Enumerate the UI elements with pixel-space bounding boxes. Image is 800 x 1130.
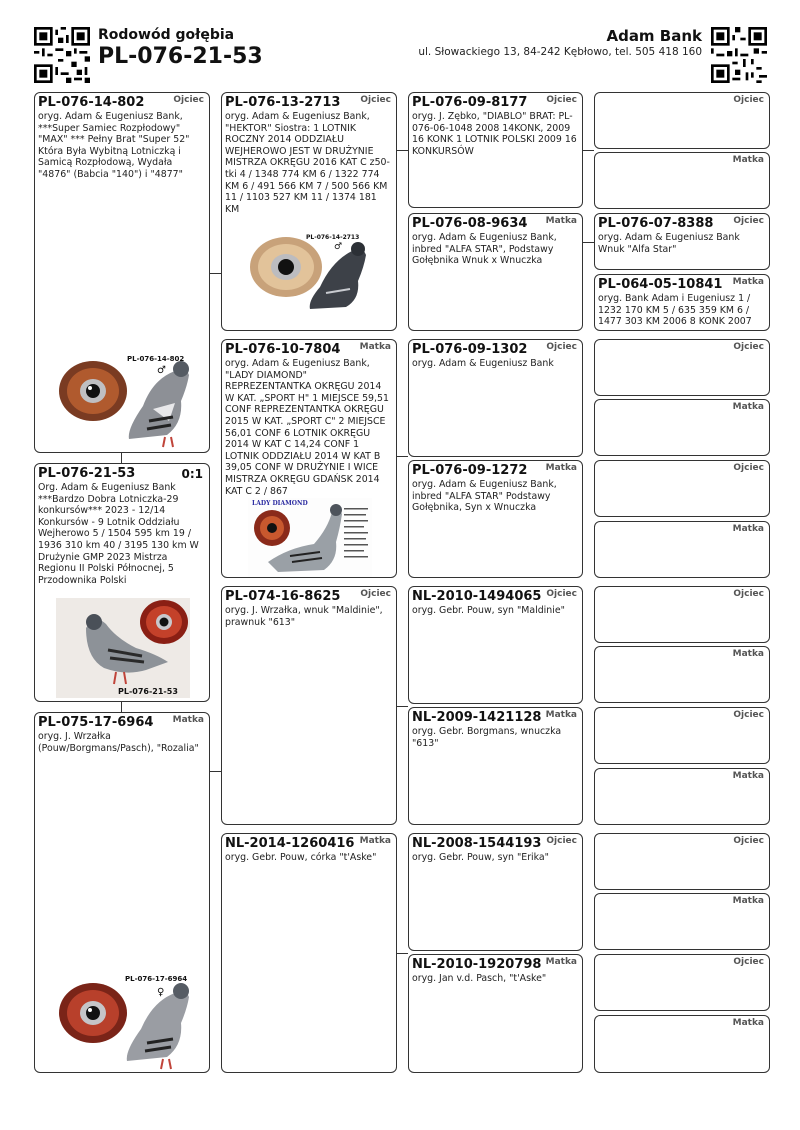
svg-text:♂: ♂ [157,365,166,376]
ring-number: PL-074-16-8625 [225,589,341,604]
connector-line [583,150,594,151]
connector-line [397,150,408,151]
ring-number: PL-076-09-1272 [412,463,528,478]
pigeon-photo [248,498,372,578]
description: oryg. Bank Adam i Eugeniusz 1 / 1232 170 KM 5 / 635 359 KM 6 / 1477 303 KM 2006 8 KONK 2007 [598,293,752,328]
role-label: Matka [732,524,764,534]
ring-number: PL-076-08-9634 [412,216,528,231]
grandparent-card[interactable] [221,339,397,578]
svg-text:♀: ♀ [157,987,165,998]
ancestor-card[interactable] [594,460,770,517]
great-grandparent-card[interactable] [408,707,583,825]
role-label: Matka [732,896,764,906]
role-label: Matka [172,715,204,725]
ancestor-card[interactable] [594,768,770,825]
description: oryg. Adam & Eugeniusz Bank, "LADY DIAMOND" REPREZENTANTKA OKRĘGU 2014 W KAT. „SPORT H" 1 MIEJSCE 59,51 CONF REPREZENTANTKA OKRĘGU 2015 W KAT. „SPORT C" 2 MIEJSCE 56,01 CONF 6 LOTNIK OKRĘGU 2014 W KAT C 14,24 CONF 1 LOTNIK ODDZIAŁU 2014 W KAT B 39,05 CONF W DRUŻYNIE I WICE MISTRZA OKRĘGU GDAŃSK 2014 KAT C 2 / 867 [225,358,389,497]
role-label: Ojciec [733,589,764,599]
role-label: Ojciec [733,216,764,226]
role-label: Matka [359,342,391,352]
description: oryg. Adam & Eugeniusz Bank, inbred "ALFA STAR" Podstawy Gołębnika, Syn x Wnuczka [412,479,557,514]
great-grandparent-card[interactable] [408,586,583,704]
owner-name: Adam Bank [606,27,702,45]
role-label: Ojciec [733,836,764,846]
connector-line [397,953,408,954]
ancestor-card[interactable] [594,521,770,578]
description: Org. Adam & Eugeniusz Bank ***Bardzo Dobra Lotniczka-29 konkursów*** 2023 - 12/14 Konkursów - 9 Lotnik Oddziału Wejherowo 5 / 1504 595 km 19 / 1936 310 km 40 / 3195 130 km W Drużynie GMP 2023 Mistrza Regionu II Polski Północnej, 5 Przodownika Polski [38,482,199,586]
ring-number: NL-2010-1494065 [412,589,542,604]
role-label: Ojciec [546,95,577,105]
ancestor-card[interactable] [594,399,770,456]
ring-number: PL-076-07-8388 [598,216,714,231]
pigeon-photo [56,598,190,698]
mother-card[interactable] [34,712,210,1073]
description: oryg. J. Wrzałka, wnuk "Maldinie", prawnuk "613" [225,605,383,628]
svg-text:PL-076-17-6964: PL-076-17-6964 [125,975,188,983]
role-label: Ojciec [733,95,764,105]
description: oryg. J. Wrzałka (Pouw/Borgmans/Pasch), "Rozalia" [38,731,199,754]
role-label: Ojciec [546,836,577,846]
role-label: Ojciec [360,95,391,105]
description: oryg. Adam & Eugeniusz Bank, inbred "ALFA STAR", Podstawy Gołębnika Wnuk x Wnuczka [412,232,557,267]
ring-number: PL-076-09-8177 [412,95,528,110]
score-label: 0:1 [181,467,203,481]
description: oryg. Gebr. Pouw, syn "Maldinie" [412,605,565,616]
role-label: Ojciec [733,710,764,720]
document-subtitle: Rodowód gołębia [98,27,235,43]
role-label: Ojciec [733,957,764,967]
great-grandparent-card[interactable] [408,460,583,578]
qr-code-right [711,27,767,83]
role-label: Matka [732,649,764,659]
role-label: Matka [359,836,391,846]
ring-number: PL-076-13-2713 [225,95,341,110]
ancestor-card[interactable] [594,833,770,890]
svg-text:♂: ♂ [334,242,343,252]
grandparent-card[interactable] [221,586,397,825]
qr-code-left [34,27,90,83]
role-label: Ojciec [546,342,577,352]
great-grandparent-card[interactable] [408,213,583,331]
ancestor-card[interactable] [594,1015,770,1073]
role-label: Ojciec [733,463,764,473]
father-card[interactable] [34,92,210,453]
role-label: Matka [732,771,764,781]
role-label: Matka [732,277,764,287]
connector-line [583,242,594,243]
svg-text:PL-076-14-802: PL-076-14-802 [127,355,185,363]
role-label: Matka [545,710,577,720]
ring-number: NL-2008-1544193 [412,836,542,851]
pigeon-photo [248,231,372,311]
role-label: Matka [545,216,577,226]
ancestor-card[interactable] [594,213,770,270]
role-label: Matka [732,402,764,412]
role-label: Matka [545,957,577,967]
role-label: Ojciec [360,589,391,599]
pigeon-photo [57,971,197,1071]
role-label: Matka [732,1018,764,1028]
ancestor-card[interactable] [594,893,770,950]
connector-line [397,706,408,707]
description: oryg. J. Zębko, "DIABLO" BRAT: PL-076-06-1048 2008 14KONK, 2009 16 KONK 1 LOTNIK POLSKI 2009 16 KONKURSÓW [412,111,577,157]
owner-address: ul. Słowackiego 13, 84-242 Kębłowo, tel. 505 418 160 [418,46,702,58]
description: oryg. Gebr. Borgmans, wnuczka "613" [412,726,562,749]
great-grandparent-card[interactable] [408,92,583,208]
ancestor-card[interactable] [594,92,770,149]
ring-number: NL-2010-1920798 [412,957,542,972]
great-grandparent-card[interactable] [408,833,583,951]
description: oryg. Gebr. Pouw, syn "Erika" [412,852,549,863]
ring-number: PL-076-10-7804 [225,342,341,357]
pigeon-photo [57,351,197,451]
ring-number: NL-2014-1260416 [225,836,355,851]
role-label: Matka [732,155,764,165]
connector-line [121,702,122,712]
document-ring-title: PL-076-21-53 [98,44,263,69]
svg-text:PL-076-21-53: PL-076-21-53 [118,687,178,696]
description: oryg. Adam & Eugeniusz Bank, "HEKTOR" Siostra: 1 LOTNIK ROCZNY 2014 ODDZIAŁU WEJHEROWO JEST W DRUŻYNIE MISTRZA OKRĘGU 2016 KAT C z50-tki 4 / 1348 774 KM 6 / 1322 774 KM 6 / 491 566 KM 7 / 500 566 KM 11 / 1103 527 KM 11 / 1374 181 KM [225,111,390,215]
grandparent-card[interactable] [221,92,397,331]
ancestor-card[interactable] [594,954,770,1011]
ring-number: PL-075-17-6964 [38,715,154,730]
great-grandparent-card[interactable] [408,339,583,457]
connector-line [210,771,221,772]
description: oryg. Gebr. Pouw, córka "t'Aske" [225,852,377,863]
ancestor-card[interactable] [594,646,770,703]
great-grandparent-card[interactable] [408,954,583,1073]
role-label: Ojciec [546,589,577,599]
ancestor-card[interactable] [594,586,770,643]
role-label: Ojciec [173,95,204,105]
connector-line [210,273,221,274]
ring-number: PL-076-14-802 [38,95,145,110]
role-label: Matka [545,463,577,473]
ancestor-card[interactable] [594,152,770,209]
subject-card[interactable] [34,463,210,702]
ancestor-card[interactable] [594,274,770,331]
grandparent-card[interactable] [221,833,397,1073]
description: oryg. Adam & Eugeniusz Bank [412,358,554,369]
svg-text:PL-076-14-2713: PL-076-14-2713 [306,234,360,241]
ring-number: PL-076-21-53 [38,466,136,481]
ring-number: NL-2009-1421128 [412,710,542,725]
ancestor-card[interactable] [594,339,770,396]
connector-line [121,453,122,463]
description: oryg. Adam & Eugeniusz Bank, ***Super Samiec Rozpłodowy" "MAX" *** Pełny Brat "Super 52" Która Była Wybitną Lotniczką i Samicą Rozpłodową, Wydała "4876" (Babcia "140") i "4877" [38,111,190,180]
ring-number: PL-064-05-10841 [598,277,723,292]
role-label: Ojciec [733,342,764,352]
ring-number: PL-076-09-1302 [412,342,528,357]
description: oryg. Jan v.d. Pasch, "t'Aske" [412,973,547,984]
ancestor-card[interactable] [594,707,770,764]
description: oryg. Adam & Eugeniusz Bank Wnuk "Alfa Star" [598,232,740,255]
svg-text:LADY DIAMOND: LADY DIAMOND [252,500,308,507]
connector-line [397,456,408,457]
